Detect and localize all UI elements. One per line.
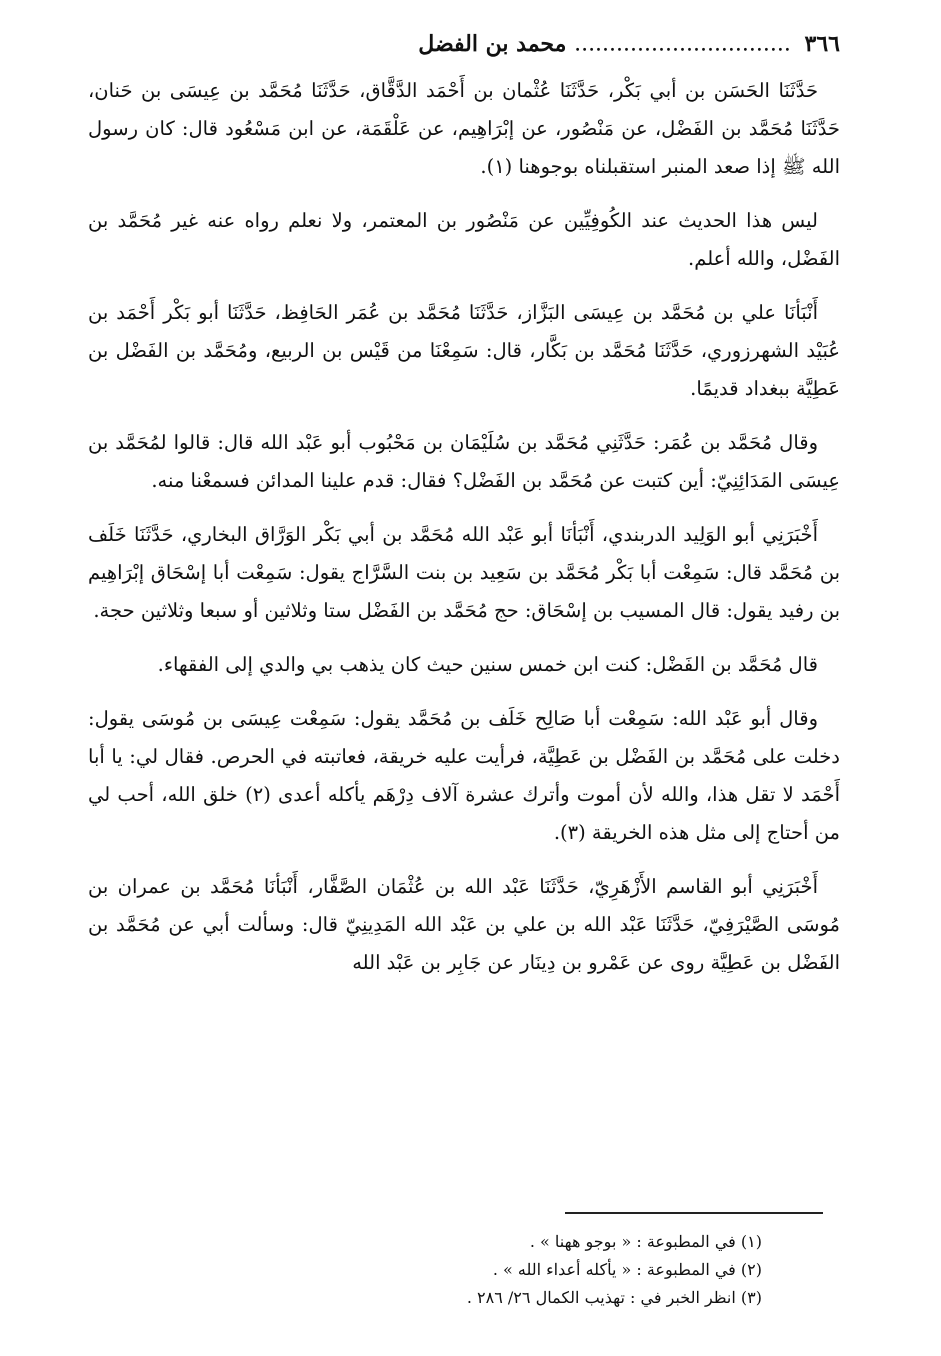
header-dot-leader: ............................... <box>574 31 791 57</box>
paragraph: حَدَّثَنَا الحَسَن بن أبي بَكْر، حَدَّثَنَا عُثْمان بن أَحْمَد الدَّقَّاق، حَدَّثَنَا مُحَمَّد بن عِيسَى بن حَنان، حَدَّثَنَا مُحَمَّد بن الفَضْل، عن مَنْصُور، عن إبْرَاهِيم، عن عَلْقَمَة، عن ابن مَسْعُود قال: كان رسول الله ﷺ إذا صعد المنبر استقبلناه بوجوهنا (١). <box>88 79 840 178</box>
header-title: محمد بن الفضل <box>418 31 567 57</box>
footnotes <box>88 1228 762 1312</box>
paragraph: أَخْبَرَنِي أبو الوَلِيد الدربندي، أَنْبَأنَا أبو عَبْد الله مُحَمَّد بن أبي بَكْر الوَرَّاق البخاري، حَدَّثَنَا خَلَف بن مُحَمَّد قال: سَمِعْت أبا بَكْر مُحَمَّد بن سَعِيد بن بنت السَّرَّاج يقول: سَمِعْت أبا إسْحَاق إبْرَاهِيم بن رفيد يقول: قال المسيب بن إسْحَاق: حج مُحَمَّد بن الفَضْل ستا وثلاثين أو سبعا وثلاثين حجة. <box>88 523 840 622</box>
footnote: (٣) انظر الخبر في : تهذيب الكمال ٢٦/ ٢٨٦ . <box>466 1288 762 1307</box>
paragraph: وقال مُحَمَّد بن عُمَر: حَدَّثَنِي مُحَمَّد بن سُلَيْمَان بن مَحْبُوب أبو عَبْد الله قال: قالوا لمُحَمَّد بن عِيسَى المَدَائِنِيّ: أين كتبت عن مُحَمَّد بن الفَضْل؟ فقال: قدم علينا المدائن فسمعْنا منه. <box>88 431 840 492</box>
footnote-separator <box>565 1212 823 1214</box>
page-number: ٣٦٦ <box>804 31 840 57</box>
footnote: (١) في المطبوعة : « بوجو ههنا » . <box>529 1232 762 1251</box>
paragraph: قال مُحَمَّد بن الفَضْل: كنت ابن خمس سنين حيث كان يذهب بي والدي إلى الفقهاء. <box>157 653 818 676</box>
paragraph: أَنْبَأنَا علي بن مُحَمَّد بن عِيسَى البَزَّاز، حَدَّثَنَا مُحَمَّد بن عُمَر الحَافِظ، حَدَّثَنَا أبو بَكْر أَحْمَد بن عُبَيْد الشهرزوري، حَدَّثَنَا مُحَمَّد بن بَكَّار، قال: سَمِعْنَا من قَيْس بن الربيع، ومُحَمَّد بن الفَضْل بن عَطِيَّة ببغداد قديمًا. <box>88 301 840 400</box>
footnote: (٢) في المطبوعة : « يأكله أعداء الله » . <box>492 1260 762 1279</box>
main-text <box>88 72 840 982</box>
running-header <box>88 30 840 66</box>
paragraph: ليس هذا الحديث عند الكُوفِيِّين عن مَنْصُور بن المعتمر، ولا نعلم رواه عنه غير مُحَمَّد بن الفَضْل، والله أعلم. <box>88 209 840 270</box>
paragraph: أَخْبَرَنِي أبو القاسم الأَزْهَرِيّ، حَدَّثَنَا عَبْد الله بن عُثْمَان الصَّفَّار، أَنْبَأنَا مُحَمَّد بن عمران بن مُوسَى الصَّيْرَفِيّ، حَدَّثَنَا عَبْد الله بن علي بن عَبْد الله المَدِينِيّ قال: وسألت أبي عن مُحَمَّد بن الفَضْل بن عَطِيَّة روى عن عَمْرو بن دِينَار عن جَابِر بن عَبْد الله <box>88 875 840 974</box>
paragraph: وقال أبو عَبْد الله: سَمِعْت أبا صَالِح خَلَف بن مُحَمَّد يقول: سَمِعْت عِيسَى بن مُوسَى يقول: دخلت على مُحَمَّد بن الفَضْل بن عَطِيَّة، فرأيت عليه خريقة، فعاتبته في الحرص. فقال لي: يا أبا أَحْمَد لا تقل هذا، والله لأن أموت وأترك عشرة آلاف دِرْهَم يأكله أعدى (٢) خلق الله، أحب لي من أحتاج إلى مثل هذه الخريقة (٣). <box>88 707 840 844</box>
